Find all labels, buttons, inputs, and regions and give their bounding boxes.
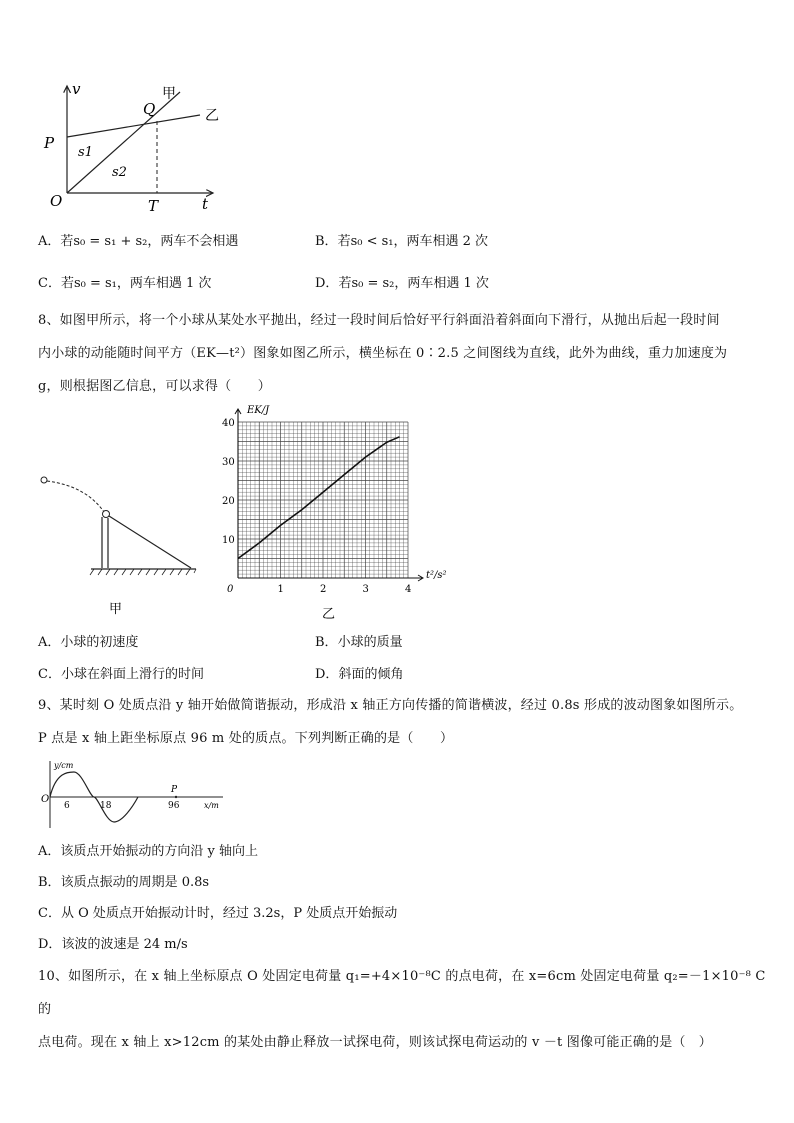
incline-slope	[109, 516, 191, 568]
q9-line-2: P 点是 x 轴上距坐标原点 96 m 处的质点。下列判断正确的是（ ）	[38, 731, 454, 746]
q9-option-c-text: 从 O 处质点开始振动计时，经过 3.2s，P 处质点开始振动	[60, 906, 398, 921]
q9-option-a	[38, 843, 258, 861]
wave-tick-96: 96	[168, 801, 180, 811]
y-tick-label: 40	[222, 418, 235, 429]
q9-option-c	[38, 905, 397, 923]
q8-option-d	[315, 666, 403, 684]
q10-line-2: 点电荷。现在 x 轴上 x>12cm 的某处由静止释放一试探电荷，则该试探电荷运动的 v －t 图像可能正确的是（ ）	[38, 1035, 713, 1050]
y-tick-label: 10	[222, 535, 235, 546]
q7-option-c-letter: C．	[38, 276, 61, 291]
wave-point-p	[175, 796, 177, 798]
vt-label-jia: 甲	[162, 86, 176, 102]
q8-option-a-letter: A．	[38, 635, 61, 650]
wave-tick-6: 6	[64, 801, 70, 811]
q8-line-1: 8、如图甲所示，将一个小球从某处水平抛出，经过一段时间后恰好平行斜面沿着斜面向下滑行，从抛出后起一段时间	[38, 313, 720, 328]
q9-stem	[38, 689, 768, 755]
vt-label-t: t	[202, 195, 209, 213]
figure-jia-label: 甲	[109, 602, 123, 617]
x-tick-label: 4	[405, 584, 412, 595]
ground-hatch	[90, 569, 196, 575]
q9-option-a-text: 该质点开始振动的方向沿 y 轴向上	[60, 844, 258, 859]
q7-option-b-text: 若s₀ < s₁，两车相遇 2 次	[337, 234, 489, 249]
y-tick-label: 20	[222, 496, 235, 507]
vt-label-yi: 乙	[205, 108, 219, 124]
q9-option-d	[38, 936, 188, 954]
q8-option-c-text: 小球在斜面上滑行的时间	[60, 667, 204, 682]
q9-option-a-letter: A．	[38, 844, 61, 859]
vt-label-s1: s1	[78, 145, 93, 160]
q7-option-d-letter: D．	[315, 276, 339, 291]
q8-option-b-letter: B．	[315, 635, 338, 650]
launch-point	[41, 477, 47, 483]
q8-option-b	[315, 634, 403, 652]
q7-option-d	[315, 275, 489, 293]
wave-origin: O	[41, 794, 50, 805]
vt-label-Q: Q	[143, 100, 156, 118]
q7-option-d-text: 若s₀ = s₂，两车相遇 1 次	[338, 276, 489, 291]
vt-label-O: O	[50, 192, 63, 210]
q7-option-b	[315, 233, 488, 251]
q7-option-a-text: 若s₀ = s₁ + s₂，两车不会相遇	[60, 234, 239, 249]
chart-ylabel: EK/J	[247, 405, 270, 416]
q8-option-d-text: 斜面的倾角	[338, 667, 404, 682]
q10-line-1: 10、如图所示，在 x 轴上坐标原点 O 处固定电荷量 q₁=+4×10⁻⁸C 的点电荷，在 x=6cm 处固定电荷量 q₂=－1×10⁻⁸ C 的	[38, 969, 766, 1017]
q8-option-d-letter: D．	[315, 667, 339, 682]
y-tick-label: 30	[222, 457, 235, 468]
q8-line-3: g，则根据图乙信息，可以求得（ ）	[38, 379, 271, 394]
q7-option-c-text: 若s₀ = s₁，两车相遇 1 次	[60, 276, 212, 291]
wave-label-p: P	[171, 785, 178, 795]
q10-stem	[38, 960, 768, 1059]
q8-line-2: 内小球的动能随时间平方（EK—t²）图象如图乙所示，横坐标在 0∶2.5 之间图线为直线，此外为曲线，重力加速度为	[38, 346, 728, 361]
ball-on-incline	[103, 511, 110, 518]
wave-ylabel: y/cm	[54, 761, 74, 770]
incline-figure	[36, 470, 206, 620]
vt-label-s2: s2	[112, 165, 127, 180]
q7-option-a-letter: A．	[38, 234, 61, 249]
q9-option-d-text: 该波的波速是 24 m/s	[61, 937, 188, 952]
q8-option-a	[38, 634, 138, 652]
q8-option-c-letter: C．	[38, 667, 61, 682]
q9-option-b-text: 该质点振动的周期是 0.8s	[60, 875, 210, 890]
q9-option-d-letter: D．	[38, 937, 62, 952]
q7-option-b-letter: B．	[315, 234, 338, 249]
chart-origin-label: 0	[227, 584, 234, 595]
q8-stem	[38, 304, 768, 403]
q7-option-c	[38, 275, 211, 293]
q8-option-a-text: 小球的初速度	[60, 635, 139, 650]
wave-tick-18: 18	[100, 801, 112, 811]
x-tick-label: 1	[277, 584, 284, 595]
wave-figure	[38, 758, 228, 833]
q9-option-c-letter: C．	[38, 906, 61, 921]
chart-xlabel: t²/s²	[426, 570, 447, 581]
q9-line-1: 9、某时刻 O 处质点沿 y 轴开始做简谐振动，形成沿 x 轴正方向传播的简谐横波，经过 0.8s 形成的波动图象如图所示。	[38, 698, 743, 713]
figure-yi-label: 乙	[322, 607, 336, 622]
x-tick-label: 3	[362, 584, 369, 595]
wave-xlabel: x/m	[204, 801, 219, 810]
chart-axes	[235, 409, 423, 581]
vt-label-v: v	[72, 80, 81, 98]
q8-option-c	[38, 666, 204, 684]
q9-option-b	[38, 874, 209, 892]
q9-option-b-letter: B．	[38, 875, 61, 890]
vt-label-P: P	[44, 134, 55, 152]
projectile-path	[47, 481, 104, 512]
ek-t2-chart	[210, 400, 460, 625]
vt-graph	[40, 78, 240, 218]
q7-option-a	[38, 233, 238, 251]
x-tick-label: 2	[320, 584, 327, 595]
vt-label-T: T	[148, 197, 159, 215]
q8-option-b-text: 小球的质量	[337, 635, 403, 650]
